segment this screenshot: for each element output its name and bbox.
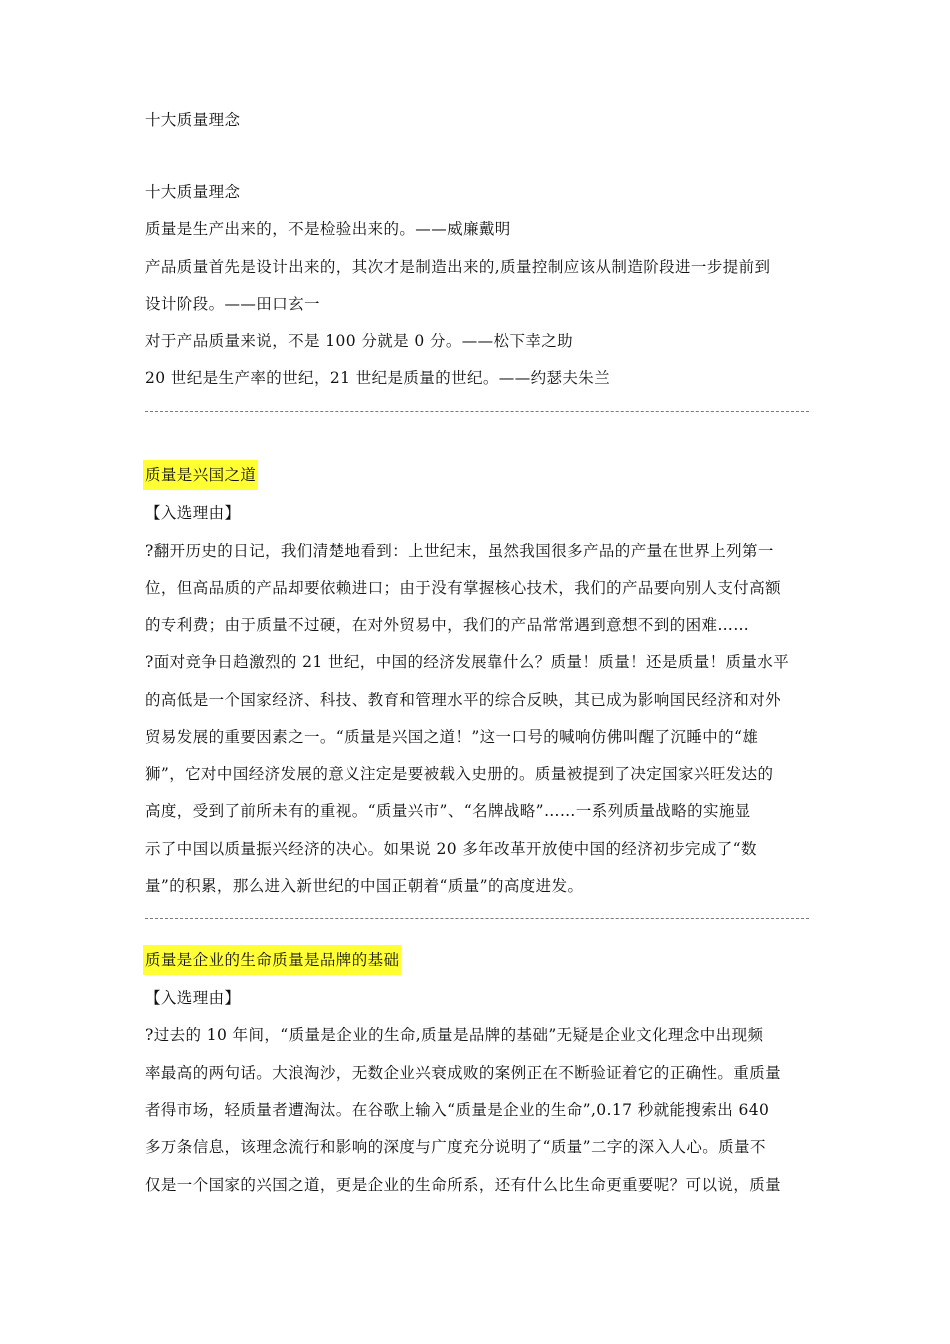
intro-line: 设计阶段。——田口玄一 [145,295,320,313]
paragraph-line: 示了中国以质量振兴经济的决心。如果说 20 多年改革开放使中国的经济初步完成了“数 [145,840,757,858]
paragraph-line: 的高低是一个国家经济、科技、教育和管理水平的综合反映，其已成为影响国民经济和对外 [145,691,782,709]
paragraph-line: ?过去的 10 年间，“质量是企业的生命,质量是品牌的基础”无疑是企业文化理念中出现频 [145,1026,764,1044]
intro-heading: 十大质量理念 [145,183,241,201]
section-heading [145,465,258,485]
paragraph-line: 多万条信息，该理念流行和影响的深度与广度充分说明了“质量”二字的深入人心。质量不 [145,1138,766,1156]
reason-label: 【入选理由】 [145,504,241,522]
section-heading [145,950,401,970]
intro-line: 20 世纪是生产率的世纪，21 世纪是质量的世纪。——约瑟夫朱兰 [145,369,611,387]
highlighted-heading: 质量是企业的生命质量是品牌的基础 [143,945,401,975]
paragraph-line: 仅是一个国家的兴国之道，更是企业的生命所系，还有什么比生命更重要呢？可以说，质量 [145,1176,782,1194]
paragraph-line: 狮”，它对中国经济发展的意义注定是要被载入史册的。质量被提到了决定国家兴旺发达的 [145,765,774,783]
intro-line: 对于产品质量来说，不是 100 分就是 0 分。——松下幸之助 [145,332,574,350]
paragraph-line: 者得市场，轻质量者遭淘汰。在谷歌上输入“质量是企业的生命”,0.17 秒就能搜索出 640 [145,1101,770,1119]
section-divider [145,411,809,412]
intro-line: 质量是生产出来的，不是检验出来的。——威廉戴明 [145,220,511,238]
paragraph-line: 量”的积累，那么进入新世纪的中国正朝着“质量”的高度进发。 [145,877,584,895]
paragraph-line: ?翻开历史的日记，我们清楚地看到：上世纪末，虽然我国很多产品的产量在世界上列第一 [145,542,774,560]
paragraph-line: 高度，受到了前所未有的重视。“质量兴市”、“名牌战略”……一系列质量战略的实施显 [145,802,751,820]
highlighted-heading: 质量是兴国之道 [143,460,258,490]
document-title: 十大质量理念 [145,111,241,129]
intro-line: 产品质量首先是设计出来的，其次才是制造出来的,质量控制应该从制造阶段进一步提前到 [145,258,771,276]
section-divider [145,918,809,919]
paragraph-line: 的专利费；由于质量不过硬，在对外贸易中，我们的产品常常遇到意想不到的困难…… [145,616,750,634]
paragraph-line: 位，但高品质的产品却要依赖进口；由于没有掌握核心技术，我们的产品要向别人支付高额 [145,579,782,597]
paragraph-line: 率最高的两句话。大浪淘沙，无数企业兴衰成败的案例正在不断验证着它的正确性。重质量 [145,1064,782,1082]
paragraph-line: 贸易发展的重要因素之一。“质量是兴国之道！”这一口号的喊响仿佛叫醒了沉睡中的“雄 [145,728,759,746]
paragraph-line: ?面对竞争日趋激烈的 21 世纪，中国的经济发展靠什么？质量！质量！还是质量！质量水平 [145,653,790,671]
reason-label: 【入选理由】 [145,989,241,1007]
